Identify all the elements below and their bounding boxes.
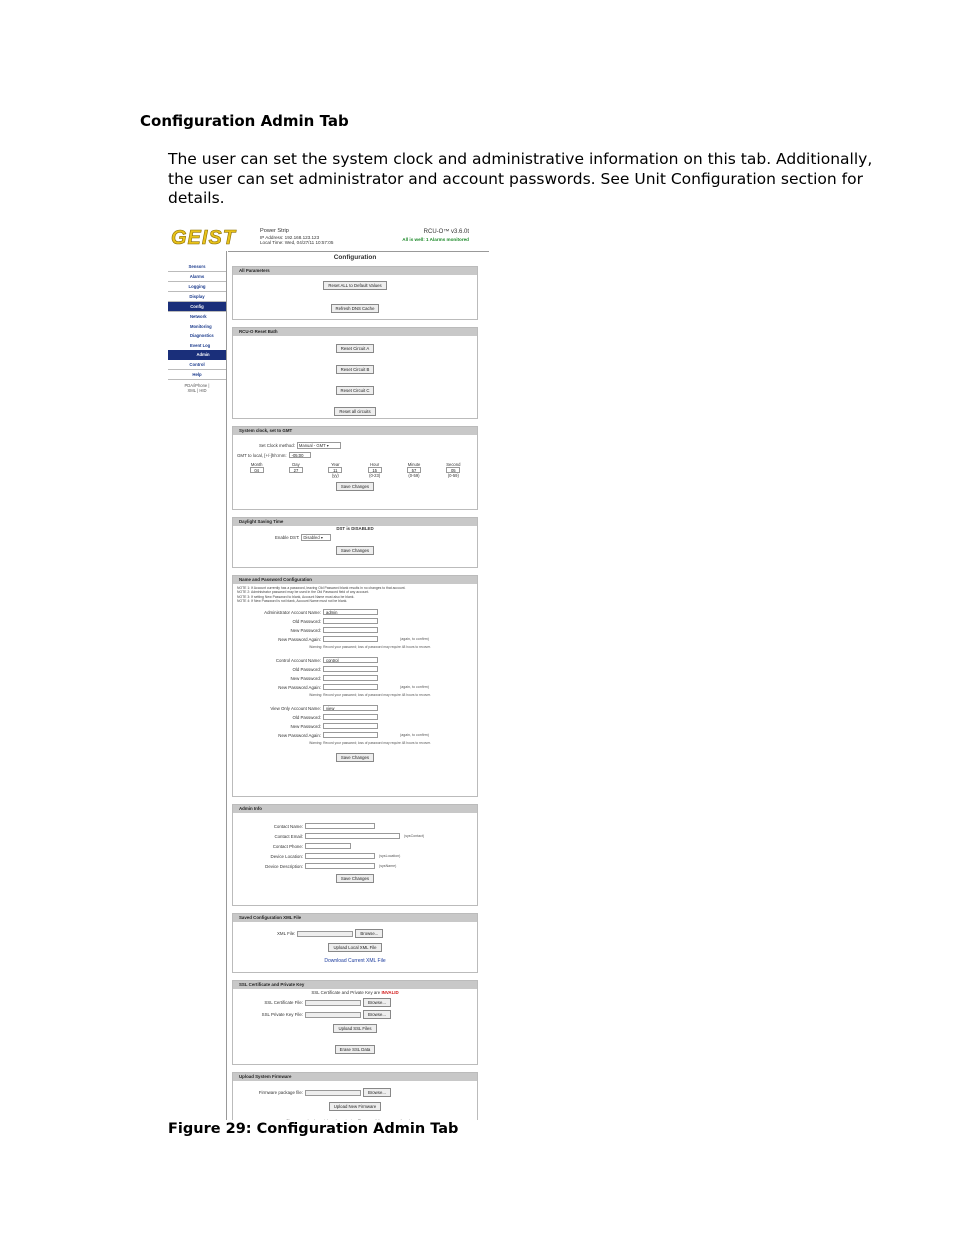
section-admin-info	[232, 804, 478, 906]
control-name-input[interactable]: control	[323, 657, 378, 663]
old-password-label: Old Password:	[292, 714, 321, 720]
xml-browse-button[interactable]: Browse...	[355, 929, 383, 938]
note-2: NOTE 2: Administrator password may be used in the Old Password field of any account.	[237, 590, 370, 595]
contact-phone-label: Contact Phone:	[272, 843, 303, 849]
section-reset	[232, 327, 478, 419]
device-description-label: Device Description:	[265, 863, 303, 869]
section-firmware	[232, 1072, 478, 1120]
admin-account-group	[237, 609, 473, 649]
nav-sensors[interactable]: Sensors	[168, 262, 226, 272]
section-xml	[232, 913, 478, 973]
again-hint: (again, to confirm)	[400, 637, 429, 642]
day-input[interactable]: 27	[289, 467, 303, 473]
clock-method-label: Set Clock method:	[259, 443, 295, 448]
view-new-password-again-input[interactable]	[323, 732, 378, 738]
nav-event-log[interactable]: Event Log	[190, 342, 211, 348]
section-header: Daylight Saving Time	[233, 518, 477, 526]
admin-new-password-input[interactable]	[323, 627, 378, 633]
upload-xml-button[interactable]: Upload Local XML File	[328, 943, 381, 952]
clock-fields	[237, 462, 473, 478]
ssl-key-browse-button[interactable]: Browse...	[363, 1010, 391, 1019]
section-ssl	[232, 980, 478, 1065]
note-4: NOTE 4: If New Password is not blank, Account Name must not be blank.	[237, 598, 348, 603]
nav-control[interactable]: Control	[168, 360, 226, 370]
hour-label: Hour	[370, 462, 380, 467]
note-1: NOTE 1: If Account currently has a password, leaving Old Password blank results in no changes to that account.	[237, 586, 406, 590]
nav-display[interactable]: Display	[168, 292, 226, 302]
ssl-cert-label: SSL Certificate File:	[264, 1000, 303, 1005]
control-new-password-input[interactable]	[323, 675, 378, 681]
xml-file-input[interactable]	[297, 931, 353, 937]
download-xml-link[interactable]: Download Current XML File	[324, 958, 386, 964]
minute-label: Minute	[407, 462, 421, 467]
admin-name-input[interactable]: admin	[323, 609, 378, 615]
contact-email-label: Contact Email:	[274, 833, 303, 839]
view-name-input[interactable]: view	[323, 705, 378, 711]
clock-method-select[interactable]: Manual - GMT ▾	[297, 442, 341, 449]
dst-select[interactable]: Disabled ▾	[301, 534, 331, 541]
section-name-password	[232, 575, 478, 797]
second-hint: (0-59)	[447, 473, 459, 478]
email-hint: (sysContact)	[404, 834, 425, 838]
local-time: Local Time: Wed, 04/27/11 10:57:05	[260, 240, 334, 245]
nav-logging[interactable]: Logging	[168, 282, 226, 292]
reset-circuit-c-button[interactable]: Reset Circuit C	[336, 386, 375, 395]
again-hint: (again, to confirm)	[400, 685, 429, 690]
firmware-file-input[interactable]	[305, 1090, 361, 1096]
ssl-cert-browse-button[interactable]: Browse...	[363, 998, 391, 1007]
nav-footer-pda[interactable]: PDA/iPhone |	[184, 382, 210, 388]
ssl-key-input[interactable]	[305, 1012, 361, 1018]
section-header: RCU-O Reset Bath	[233, 328, 477, 336]
hour-input[interactable]: 15	[368, 467, 382, 473]
erase-ssl-button[interactable]: Erase SSL Data	[335, 1045, 376, 1054]
page-title: Configuration	[333, 254, 377, 261]
contact-name-input[interactable]	[305, 823, 375, 829]
nav-help[interactable]: Help	[168, 370, 226, 380]
firmware-file-label: Firmware package file:	[258, 1090, 303, 1095]
upload-firmware-button[interactable]: Upload New Firmware	[329, 1102, 382, 1111]
upload-ssl-button[interactable]: Upload SSL Files	[333, 1024, 376, 1033]
new-password-label: New Password:	[290, 675, 321, 681]
month-hint	[237, 473, 276, 478]
old-password-label: Old Password:	[292, 618, 321, 624]
view-account-group	[237, 705, 473, 745]
nav-monitoring[interactable]: Monitoring	[190, 323, 212, 329]
gmt-offset-label: GMT to local, [+/-]hh:mm:	[237, 452, 287, 458]
view-new-password-input[interactable]	[323, 723, 378, 729]
gmt-offset-input[interactable]: -05:00	[289, 452, 311, 458]
contact-email-input[interactable]	[305, 833, 400, 839]
contact-phone-input[interactable]	[305, 843, 351, 849]
location-hint: (sysLocation)	[379, 854, 401, 858]
second-input[interactable]: 05	[446, 467, 460, 473]
again-hint: (again, to confirm)	[400, 733, 429, 738]
nav-footer-xml[interactable]: XML | HID	[187, 387, 207, 393]
nav-alarms[interactable]: Alarms	[168, 272, 226, 282]
password-warning: Warning: Record your password; loss of password may require 48 hours to recover.	[309, 645, 431, 650]
new-password-label: New Password:	[290, 723, 321, 729]
header-info	[260, 229, 333, 246]
nav-divider	[226, 251, 227, 1120]
nav-admin[interactable]: Admin	[168, 350, 226, 360]
screenshot-figure	[168, 225, 489, 1120]
password-warning: Warning: Record your password; loss of password may require 48 hours to recover.	[309, 693, 431, 698]
names-save-button[interactable]: Save Changes	[336, 753, 374, 762]
device-description-input[interactable]	[305, 863, 375, 869]
header-right	[402, 229, 469, 243]
ip-address: IP Address: 192.168.123.123	[260, 234, 320, 240]
section-header: Admin Info	[233, 805, 477, 813]
ssl-cert-input[interactable]	[305, 1000, 361, 1006]
sidebar-nav	[168, 262, 226, 393]
day-label: Day	[292, 462, 300, 467]
version: RCU-O™ v3.6.0t	[423, 229, 469, 235]
xml-file-label: XML File:	[277, 931, 296, 936]
firmware-browse-button[interactable]: Browse...	[363, 1088, 391, 1097]
alarm-status: All is well: 1 Alarms monitored	[402, 237, 469, 242]
reset-circuit-a-button[interactable]: Reset Circuit A	[336, 344, 374, 353]
minute-input[interactable]: 57	[407, 467, 421, 473]
reset-circuit-b-button[interactable]: Reset Circuit B	[336, 365, 375, 374]
new-password-again-label: New Password Again:	[278, 636, 321, 642]
month-label: Month	[250, 462, 263, 467]
ssl-status	[237, 990, 473, 995]
new-password-label: New Password:	[290, 627, 321, 633]
control-old-password-input[interactable]	[323, 666, 378, 672]
clock-method-value: Manual - GMT	[298, 443, 326, 448]
year-hint: (yy)	[331, 473, 339, 478]
year-label: Year	[331, 462, 340, 467]
view-old-password-input[interactable]	[323, 714, 378, 720]
section-header: SSL Certificate and Private Key	[233, 981, 477, 989]
second-label: Second	[446, 462, 461, 467]
section-header: System clock, set to GMT	[233, 427, 477, 435]
device-location-input[interactable]	[305, 853, 375, 859]
doc-heading: Configuration Admin Tab	[140, 112, 349, 130]
nav-network[interactable]: Network	[190, 314, 207, 319]
description-hint: (sysName)	[379, 864, 397, 868]
nav-diagnostics[interactable]: Diagnostics	[190, 333, 214, 338]
admin-new-password-again-input[interactable]	[323, 636, 378, 642]
control-new-password-again-input[interactable]	[323, 684, 378, 690]
nav-footer	[168, 380, 226, 393]
dst-value: Disabled	[303, 535, 320, 540]
note-3: NOTE 3: If setting New Password to blank, Account Name must also be blank.	[237, 594, 355, 599]
new-password-again-label: New Password Again:	[278, 732, 321, 738]
product-name: Power Strip	[260, 228, 289, 234]
geist-logo: GEIST	[171, 227, 237, 249]
reset-all-circuits-button[interactable]: Reset all circuits	[334, 407, 375, 416]
view-name-label: View Only Account Name:	[270, 705, 321, 711]
dst-label: Enable DST:	[275, 535, 300, 540]
section-all-parameters	[232, 266, 478, 320]
admin-info-save-button[interactable]: Save Changes	[336, 874, 374, 883]
day-hint	[276, 473, 315, 478]
firmware-note	[237, 1119, 473, 1120]
device-location-label: Device Location:	[270, 853, 303, 859]
section-system-clock	[232, 426, 478, 510]
ssl-status-value: INVALID	[381, 990, 399, 995]
clock-save-button[interactable]: Save Changes	[336, 482, 374, 491]
month-input[interactable]: 04	[250, 467, 264, 473]
section-header: All Parameters	[233, 267, 477, 275]
admin-name-label: Administrator Account Name:	[264, 609, 321, 615]
dst-save-button[interactable]: Save Changes	[336, 546, 374, 555]
new-password-again-label: New Password Again:	[278, 684, 321, 690]
control-name-label: Control Account Name:	[275, 657, 321, 663]
doc-paragraph: The user can set the system clock and administrative information on this tab. Additionally, the user can set administrator and account passwords. See Unit Configuration section for details.	[168, 150, 873, 207]
password-warning: Warning: Record your password; loss of password may require 48 hours to recover.	[309, 741, 431, 746]
control-account-group	[237, 657, 473, 697]
ssl-key-label: SSL Private Key File:	[261, 1012, 303, 1017]
section-dst	[232, 517, 478, 568]
admin-old-password-input[interactable]	[323, 618, 378, 624]
dst-status: DST is DISABLED	[336, 526, 374, 531]
reset-all-defaults-button[interactable]: Reset ALL to Default Values	[323, 281, 386, 290]
nav-config[interactable]: Config	[168, 302, 226, 312]
figure-caption: Figure 29: Configuration Admin Tab	[168, 1121, 459, 1137]
main-content	[232, 252, 478, 1120]
hour-hint: (0-23)	[369, 473, 381, 478]
minute-hint: (0-59)	[408, 473, 420, 478]
refresh-dns-button[interactable]: Refresh DNS Cache	[331, 304, 380, 313]
contact-name-label: Contact Name:	[273, 823, 303, 829]
year-input[interactable]: 11	[328, 467, 342, 473]
section-header: Saved Configuration XML File	[233, 914, 477, 922]
ssl-status-text: SSL Certificate and Private Key are	[311, 990, 382, 995]
old-password-label: Old Password:	[292, 666, 321, 672]
section-header: Upload System Firmware	[233, 1073, 477, 1081]
section-header: Name and Password Configuration	[233, 576, 477, 584]
